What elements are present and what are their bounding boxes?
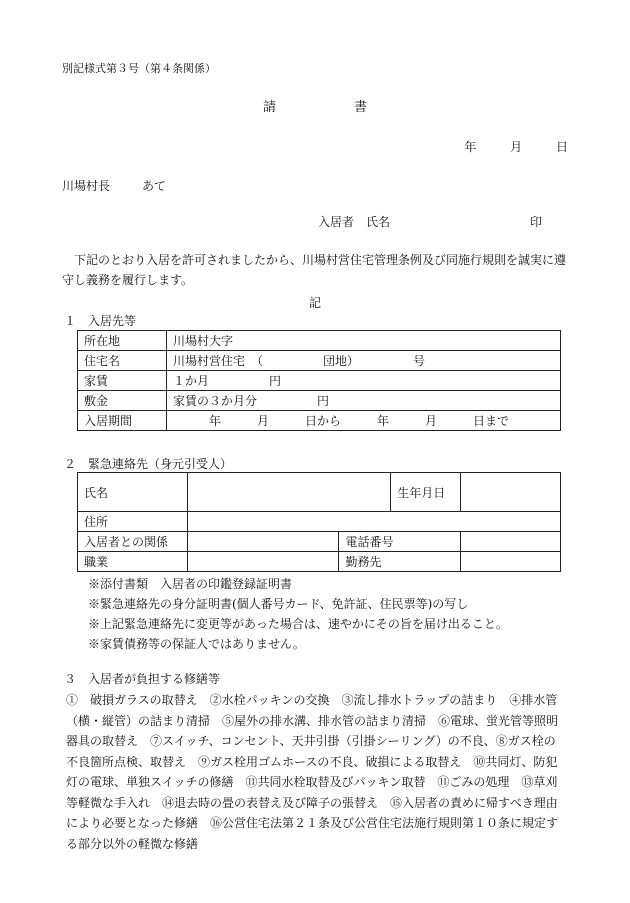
section1-heading: １ 入居先等: [64, 314, 137, 328]
emergency-contact-table: [77, 472, 561, 572]
date-day: 日: [555, 140, 568, 154]
rent-value: １か月 円: [167, 371, 561, 391]
table-row: [78, 371, 561, 391]
table-row: [78, 351, 561, 371]
intro-paragraph: 下記のとおり入居を許可されましたから、川場村営住宅管理条例及び同施行規則を誠実に遵守し義務を履行します。: [62, 253, 567, 287]
deposit-label: 敷金: [78, 391, 167, 411]
notes-list: [88, 574, 508, 654]
table-row: [78, 512, 561, 532]
table-row: [78, 411, 561, 431]
date-month: 月: [510, 140, 523, 154]
contact-name-value: [187, 473, 391, 512]
birth-date-value: [461, 473, 561, 512]
section2-heading: ２ 緊急連絡先（身元引受人）: [64, 457, 233, 471]
residence-table: [77, 330, 561, 431]
addressee-name: 川場村長: [62, 179, 111, 193]
job-label: 職業: [78, 552, 188, 572]
resident-signature-line: [318, 213, 543, 230]
birth-date-label: 生年月日: [391, 473, 461, 512]
title-char-2: 書: [354, 100, 368, 115]
date-year: 年: [464, 140, 477, 154]
rent-label: 家賃: [78, 371, 167, 391]
workplace-value: [461, 552, 561, 572]
table-row: [78, 473, 561, 512]
workplace-label: 勤務先: [339, 552, 461, 572]
deposit-value: 家賃の３か月分 円: [167, 391, 561, 411]
job-value: [187, 552, 339, 572]
housing-name-label: 住宅名: [78, 351, 167, 371]
note-attachment: ※添付書類 入居者の印鑑登録証明書: [88, 577, 293, 591]
housing-name-value: 川場村営住宅 （ 団地） 号: [167, 351, 561, 371]
note-not-guarantor: ※家賃債務等の保証人ではありません。: [88, 637, 305, 651]
contact-name-label: 氏名: [78, 473, 188, 512]
form-number: 別記様式第３号（第４条関係）: [62, 62, 216, 75]
title-char-1: 請: [262, 100, 276, 115]
location-label: 所在地: [78, 331, 167, 351]
period-label: 入居期間: [78, 411, 167, 431]
table-row: [78, 391, 561, 411]
repairs-paragraph: ① 破損ガラスの取替え ②水栓パッキンの交換 ③流し排水トラップの詰まり ④排水管（横・縦管）の詰まり清掃 ⑤屋外の排水溝、排水管の詰まり清掃 ⑥電球、蛍光管等照明器具の取替え ⑦スイッチ、コンセント、天井引掛（引掛シーリング）の不良、⑧ガス栓の不良箇所点検、取替え ⑨ガス栓用ゴムホースの不良、破損による取替え ⑩共同灯、防犯灯の電球、単独スイッチの修繕 ⑪共同水栓取替及びパッキン取替 ⑪ごみの処理 ⑬草刈等軽微な手入れ ⑭退去時の畳の表替え及び障子の張替え ⑮入居者の責めに帰すべき理由により必要となった修繕 ⑯公営住宅法第２１条及び公営住宅法施行規則第１０条に規定する部分以外の軽微な修繕: [66, 693, 559, 851]
seal-mark: 印: [530, 215, 543, 229]
ki-heading: 記: [308, 296, 321, 310]
relation-value: [187, 532, 339, 552]
table-row: [78, 552, 561, 572]
relation-label: 入居者との関係: [78, 532, 188, 552]
location-value: 川場村大字: [167, 331, 561, 351]
resident-name-label: 入居者 氏名: [318, 215, 391, 229]
note-id-copy: ※緊急連絡先の身分証明書(個人番号カード、免許証、住民票等)の写し: [88, 597, 469, 611]
document-title: [0, 96, 630, 115]
contact-address-label: 住所: [78, 512, 188, 532]
table-row: [78, 331, 561, 351]
addressee: [62, 177, 166, 194]
contact-address-value: [187, 512, 560, 532]
date-line: [434, 138, 568, 155]
note-change-report: ※上記緊急連絡先に変更等があった場合は、速やかにその旨を届け出ること。: [88, 617, 508, 631]
section3-heading: ３ 入居者が負担する修繕等: [64, 672, 221, 686]
phone-label: 電話番号: [339, 532, 461, 552]
phone-value: [461, 532, 561, 552]
addressee-to: あて: [142, 179, 167, 193]
table-row: [78, 532, 561, 552]
period-value: 年 月 日から 年 月 日まで: [167, 411, 561, 431]
